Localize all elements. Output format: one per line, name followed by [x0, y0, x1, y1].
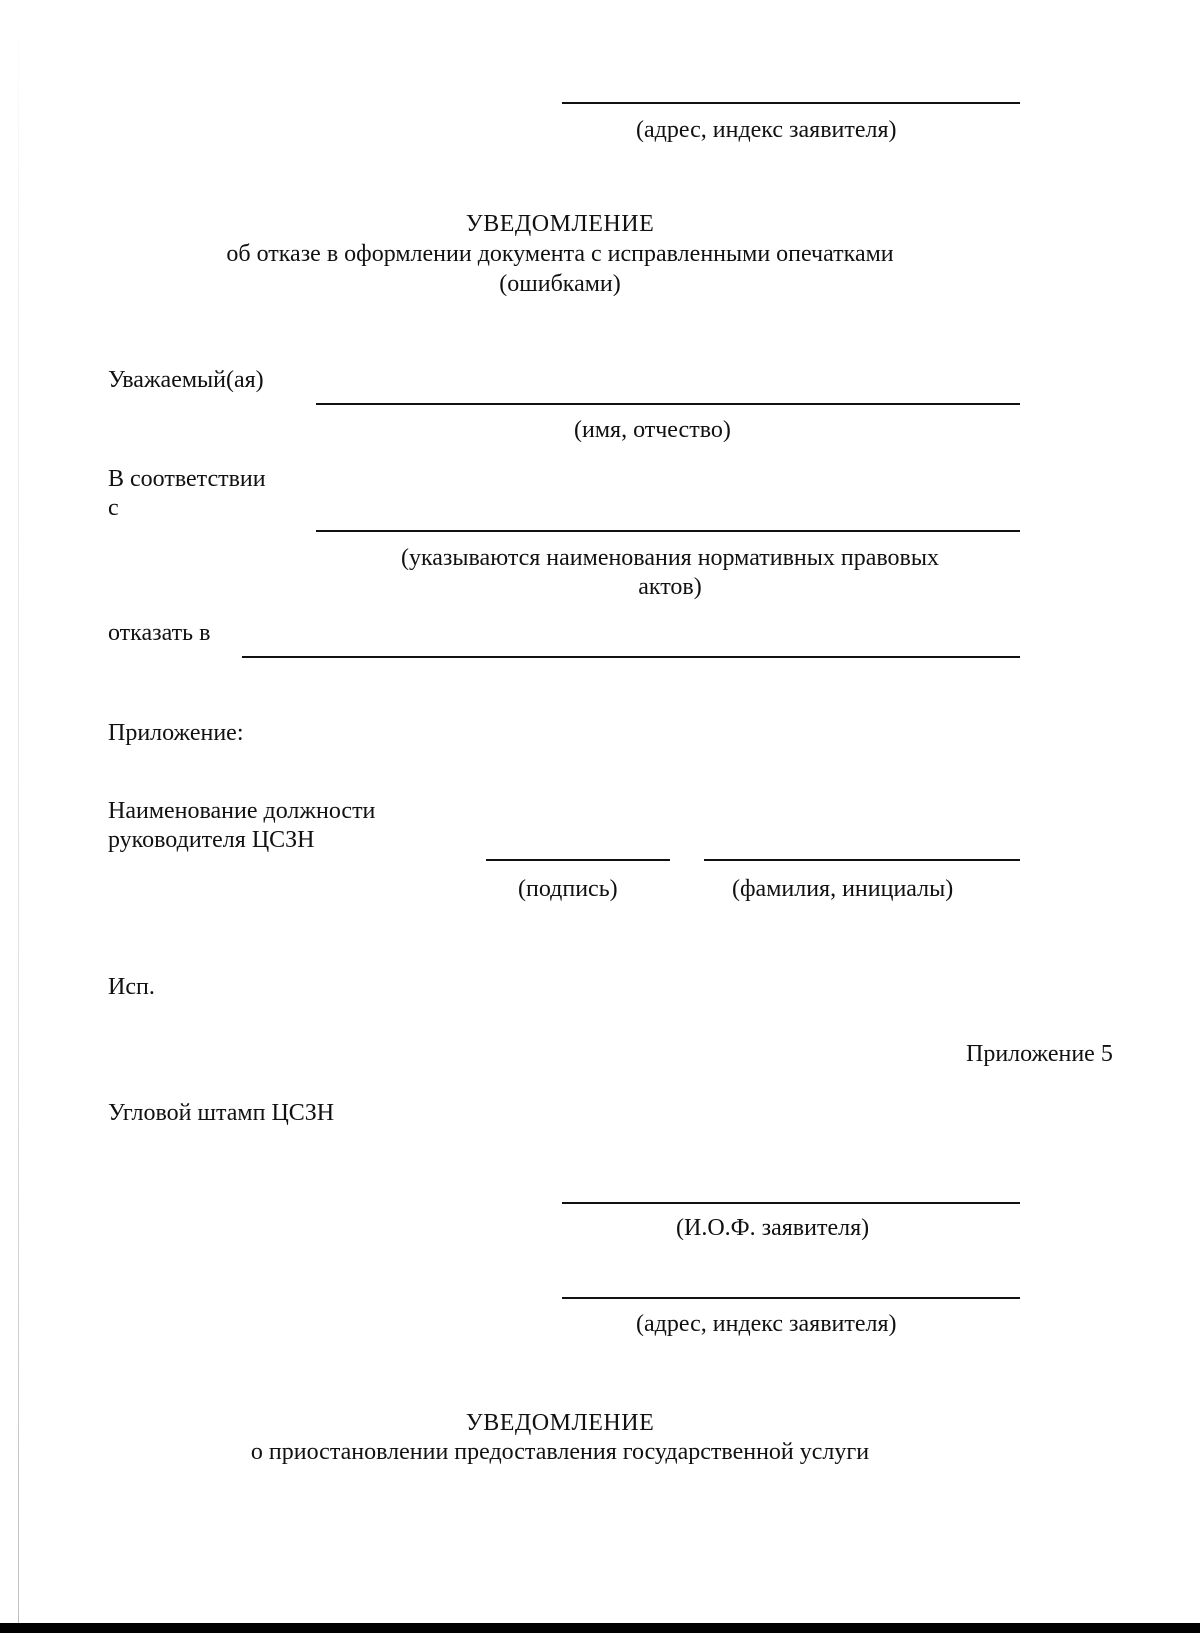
refuse-label: отказать в [108, 620, 211, 646]
acts-caption-line2: актов) [638, 574, 702, 600]
scan-edge-bottom [0, 1623, 1200, 1633]
accordance-label-line1: В соответствии [108, 466, 266, 492]
stamp-label: Угловой штамп ЦСЗН [108, 1100, 335, 1126]
applicant-name-caption: (И.О.Ф. заявителя) [676, 1215, 870, 1241]
address-line-2 [562, 1297, 1020, 1299]
surname-caption: (фамилия, инициалы) [732, 876, 954, 902]
acts-line [316, 530, 1020, 532]
acts-caption-line1: (указываются наименования нормативных правовых [400, 545, 939, 571]
signature-line [486, 859, 670, 861]
address-caption: (адрес, индекс заявителя) [636, 117, 897, 143]
appendix-label: Приложение 5 [966, 1041, 1113, 1067]
greeting-label: Уважаемый(ая) [108, 367, 264, 393]
signature-caption: (подпись) [518, 876, 618, 902]
name-caption: (имя, отчество) [574, 417, 731, 443]
notice-subtitle-line2: (ошибками) [499, 271, 621, 297]
surname-line [704, 859, 1020, 861]
accordance-label-line2: с [108, 495, 119, 521]
position-label-line2: руководителя ЦСЗН [108, 827, 315, 853]
address-line [562, 102, 1020, 104]
notice-subtitle-2: о приостановлении предоставления государственной услуги [250, 1439, 870, 1465]
notice-subtitle-line1: об отказе в оформлении документа с исправленными опечатками [226, 241, 894, 267]
address-caption-2: (адрес, индекс заявителя) [636, 1311, 897, 1337]
notice-title-2: УВЕДОМЛЕНИЕ [465, 1410, 655, 1436]
executor-label: Исп. [108, 974, 155, 1000]
attachment-label: Приложение: [108, 720, 244, 746]
scan-edge-left [18, 0, 19, 1633]
refuse-line [242, 656, 1020, 658]
applicant-name-line [562, 1202, 1020, 1204]
name-line [316, 403, 1020, 405]
position-label-line1: Наименование должности [108, 798, 376, 824]
notice-title: УВЕДОМЛЕНИЕ [465, 211, 655, 237]
